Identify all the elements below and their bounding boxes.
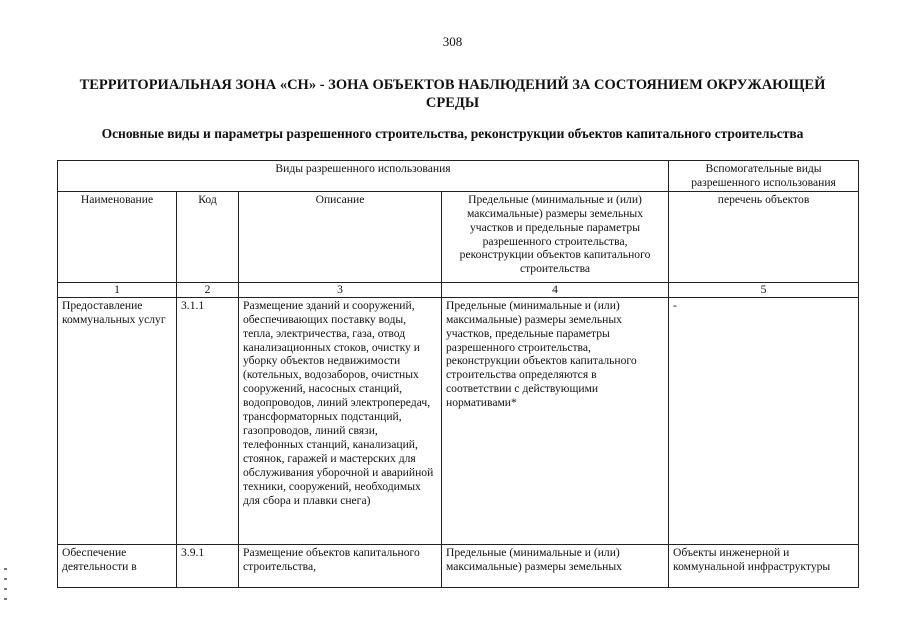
use-description-cell: Размещение объектов капитального строительства, [239,544,442,587]
page-number: 308 [442,34,463,49]
column-number: 5 [669,282,859,297]
use-limits-cell: Предельные (минимальные и (или) максимальные) размеры земельных участков, предельные параметры разрешенного строительства, реконструкции объектов капитального строительства определяются в соответствии с действующими нормативами* [442,297,669,544]
column-header-description: Описание [239,191,442,282]
column-number: 4 [442,282,669,297]
column-header-code: Код [177,191,239,282]
zoning-table [57,160,859,588]
group-header-permitted-uses: Виды разрешенного использования [58,161,669,192]
group-header-auxiliary-uses: Вспомогательные виды разрешенного использования [669,161,859,192]
column-header-limits: Предельные (минимальные и (или) максимальные) размеры земельных участков и предельные параметры разрешенного строительства, реконструкции объектов капитального строительства [442,191,669,282]
column-header-row [58,191,859,282]
column-number: 2 [177,282,239,297]
use-limits-cell: Предельные (минимальные и (или) максимальные) размеры земельных [442,544,669,587]
column-header-aux-list: перечень объектов [669,191,859,282]
use-code-cell: 3.9.1 [177,544,239,587]
aux-objects-cell: - [669,297,859,544]
column-number: 1 [58,282,177,297]
scan-edge-marks [4,568,10,608]
column-number: 3 [239,282,442,297]
column-header-name: Наименование [58,191,177,282]
column-number-row [58,282,859,297]
use-description-cell: Размещение зданий и сооружений, обеспечивающих поставку воды, тепла, электричества, газа, отвод канализационных стоков, очистку и уборку объектов недвижимости (котельных, водозаборов, очистных сооружений, насосных станций, водопроводов, линий электропередач, трансформаторных подстанций, газопроводов, линий связи, телефонных станций, канализаций, стоянок, гаражей и мастерских для обслуживания уборочной и аварийной техники, сооружений, необходимых для сбора и плавки снега) [239,297,442,544]
use-code-cell: 3.1.1 [177,297,239,544]
document-title: ТЕРРИТОРИАЛЬНАЯ ЗОНА «СН» - ЗОНА ОБЪЕКТОВ НАБЛЮДЕНИЙ ЗА СОСТОЯНИЕМ ОКРУЖАЮЩЕЙ СРЕДЫ [79,77,826,111]
use-name-cell: Обеспечение деятельности в [58,544,177,587]
table-row [58,297,859,544]
table-row [58,544,859,587]
aux-objects-cell: Объекты инженерной и коммунальной инфраструктуры [669,544,859,587]
use-name-cell: Предоставление коммунальных услуг [58,297,177,544]
group-header-row [58,161,859,192]
table-subtitle: Основные виды и параметры разрешенного строительства, реконструкции объектов капитального строительства [101,126,804,141]
